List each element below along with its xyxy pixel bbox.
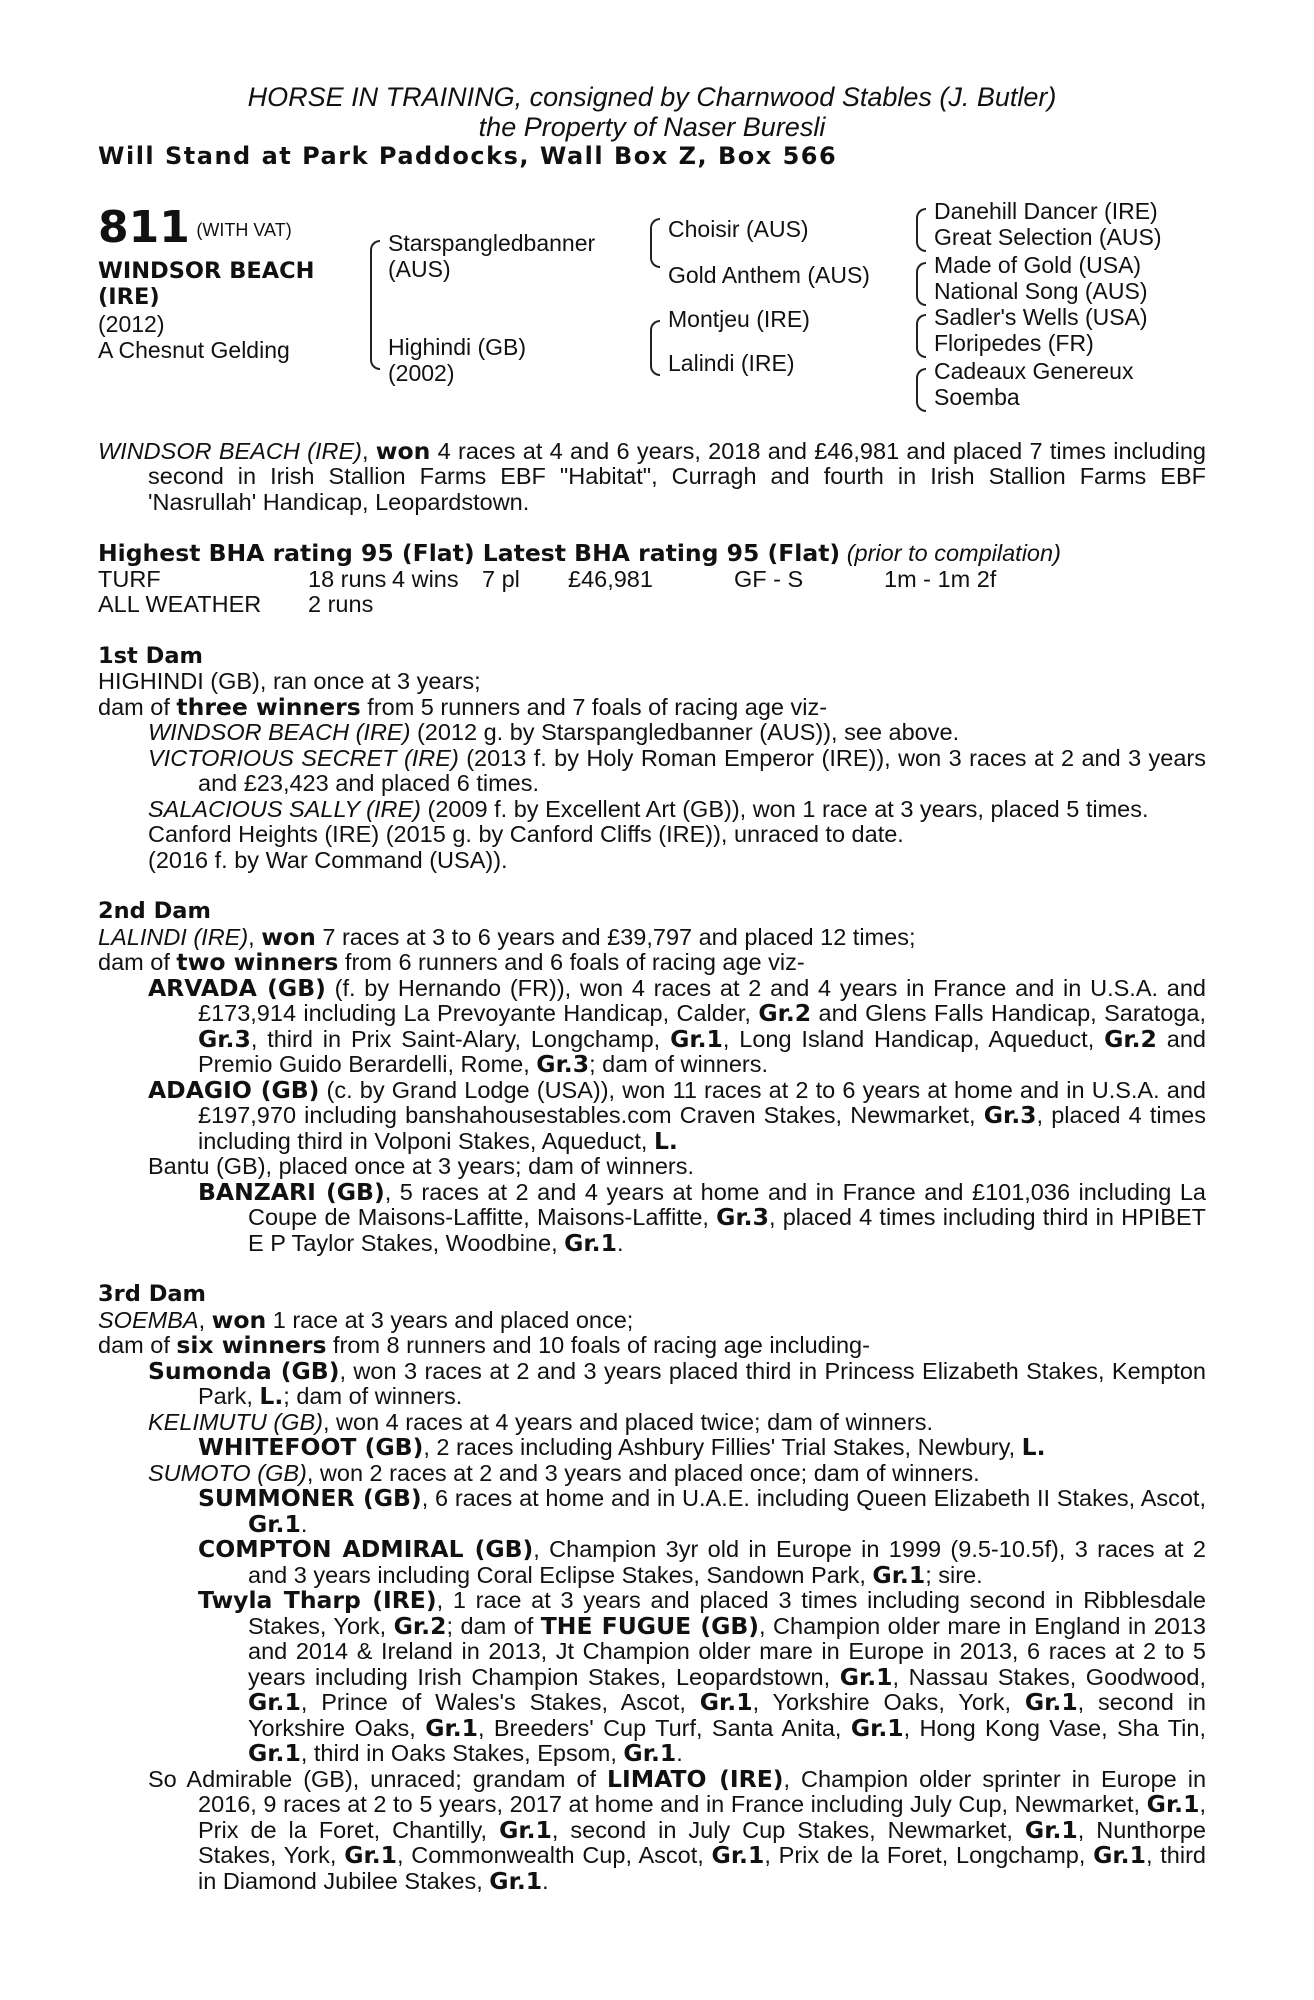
second-dam-line2: dam of two winners from 6 runners and 6 foals of racing age viz- [98,948,805,976]
produce-kelimutu: KELIMUTU (GB), won 4 races at 4 years and placed twice; dam of winners. [148,1408,933,1435]
sire-line1: Starspangledbanner [388,229,596,256]
gp-brace-1 [916,208,926,252]
first-dam-produce-1: WINDSOR BEACH (IRE) (2012 g. by Starspangledbanner (AUS)), see above. [148,719,960,745]
catalogue-page [98,82,1206,1894]
third-dam-line1: SOEMBA, won 1 race at 3 years and placed once; [98,1305,634,1334]
produce-adagio: ADAGIO (GB) (c. by Grand Lodge (USA)), won 11 races at 2 to 6 years at home and in U.S.A. and £197,970 including banshahousestables.com Craven Stakes, Newmarket, Gr.3, placed 4 times including third in Volponi Stakes, Aqueduct, L. [148,1075,1206,1155]
turf-runs: 18 runs [308,565,387,592]
dam-line1: Highindi (GB) [388,333,527,360]
sire-parents-brace [650,218,660,268]
sire-sire-dam: Great Selection (AUS) [934,223,1162,250]
lot-number-block [98,201,292,253]
first-dam-heading: 1st Dam [98,642,203,669]
turf-distance: 1m - 1m 2f [884,565,997,592]
pedigree-table [98,197,1206,439]
produce-sumoto: SUMOTO (GB), won 2 races at 2 and 3 years and placed once; dam of winners. [148,1459,980,1486]
sire-brace [370,240,380,370]
turf-going: GF - S [734,565,804,592]
produce-summoner: SUMMONER (GB), 6 races at home and in U.A.E. including Queen Elizabeth II Stakes, Ascot, Gr.1. [198,1484,1206,1538]
sire-sire: Choisir (AUS) [668,215,809,242]
turf-label: TURF [98,565,161,592]
sire-dam-sire: Made of Gold (USA) [934,251,1142,278]
first-dam-line1: HIGHINDI (GB), ran once at 3 years; [98,668,481,694]
dam-sire: Montjeu (IRE) [668,305,810,332]
gp-brace-2 [916,262,926,306]
produce-whitefoot: WHITEFOOT (GB), 2 races including Ashbury Fillies' Trial Stakes, Newbury, L. [198,1433,1046,1461]
all-weather-row [98,592,1206,618]
first-dam-produce-3: SALACIOUS SALLY (IRE) (2009 f. by Excellent Art (GB)), won 1 race at 3 years, placed 5 times. [148,795,1149,822]
gp-brace-4 [916,368,926,412]
second-dam-line1: LALINDI (IRE), won 7 races at 3 to 6 years and £39,797 and placed 12 times; [98,922,916,951]
second-dam-heading: 2nd Dam [98,898,211,924]
dam-parents-brace [650,320,660,376]
turf-placed: 7 pl [482,565,520,592]
summary-name: WINDSOR BEACH (IRE) [98,437,362,464]
dam-dam: Lalindi (IRE) [668,349,795,376]
first-dam-produce-4: Canford Heights (IRE) (2015 g. by Canford Cliffs (IRE)), unraced to date. [148,821,904,847]
aw-label: ALL WEATHER [98,591,262,617]
horse-name-line2: (IRE) [98,283,160,310]
sire-line2: (AUS) [388,255,451,282]
first-dam-produce-5: (2016 f. by War Command (USA)). [148,846,508,873]
stand-line: Will Stand at Park Paddocks, Wall Box Z, Box 566 [98,142,838,170]
produce-compton-admiral: COMPTON ADMIRAL (GB), Champion 3yr old in Europe in 1999 (9.5-10.5f), 3 races at 2 and 3 years including Coral Eclipse Stakes, Sandown Park, Gr.1; sire. [198,1535,1207,1589]
first-dam-produce-2: VICTORIOUS SECRET (IRE) (2013 f. by Holy Roman Emperor (IRE)), won 3 races at 2 and 3 years and £23,423 and placed 6 times. [148,744,1207,796]
produce-sumonda: Sumonda (GB), won 3 races at 2 and 3 years placed third in Princess Elizabeth Stakes, Kempton Park, L.; dam of winners. [148,1356,1206,1410]
lot-number: 811 [98,201,190,253]
horse-year: (2012) [98,310,165,337]
dam-sire-sire: Sadler's Wells (USA) [934,303,1148,330]
gp-brace-3 [916,314,926,358]
horse-description: A Chesnut Gelding [98,336,290,363]
produce-arvada: ARVADA (GB) (f. by Hernando (FR)), won 4 races at 2 and 4 years in France and in U.S.A. and £173,914 including La Prevoyante Handicap, Calder, Gr.2 and Glens Falls Handicap, Saratoga, Gr.3, third in Prix Saint-Alary, Longchamp, Gr.1, Long Island Handicap, Aqueduct, Gr.2 and Premio Guido Berardelli, Rome, Gr.3; dam of winners. [148,973,1206,1078]
third-dam-heading: 3rd Dam [98,1281,206,1307]
property-line: the Property of Naser Buresli [478,112,826,142]
sire-sire-sire: Danehill Dancer (IRE) [934,197,1158,224]
turf-money: £46,981 [568,565,653,592]
sire-dam-dam: National Song (AUS) [934,277,1148,304]
dam-dam-sire: Cadeaux Genereux [934,357,1134,384]
ratings-note: (prior to compilation) [846,540,1061,566]
sire-dam: Gold Anthem (AUS) [668,261,870,288]
third-dam-line2: dam of six winners from 8 runners and 10 foals of racing age including- [98,1331,870,1359]
consignor-line: HORSE IN TRAINING, consigned by Charnwood Stables (J. Butler) [247,82,1057,112]
dam-dam-dam: Soemba [934,383,1020,410]
first-dam-line2: dam of three winners from 5 runners and 7 foals of racing age viz- [98,692,828,721]
ratings-line [98,541,1206,567]
produce-banzari: BANZARI (GB), 5 races at 2 and 4 years at home and in France and £101,036 including La Coupe de Maisons-Laffitte, Maisons-Laffitte, Gr.3, placed 4 times including third in HPIBET E P Taylor Stakes, Woodbine, Gr.1. [198,1177,1207,1257]
vat-label: (WITH VAT) [196,219,292,240]
summary-text: 4 races at 4 and 6 years, 2018 and £46,981 and placed 7 times including second in Irish Stallion Farms EBF "Habitat", Curragh and fourth in Irish Stallion Farms EBF 'Nasrullah' Handicap, Leopardstown. [148,437,1207,515]
dam-sire-dam: Floripedes (FR) [934,329,1094,356]
dam-line2: (2002) [388,359,455,386]
turf-wins: 4 wins [392,565,459,592]
ratings-bold: Highest BHA rating 95 (Flat) Latest BHA rating 95 (Flat) [98,539,841,567]
produce-so-admirable: So Admirable (GB), unraced; grandam of LIMATO (IRE), Champion older sprinter in Europe in 2016, 9 races at 2 to 5 years, 2017 at home and in France including July Cup, Newmarket, Gr.1, Prix de la Foret, Chantilly, Gr.1, second in July Cup Stakes, Newmarket, Gr.1, Nunthorpe Stakes, York, Gr.1, Commonwealth Cup, Ascot, Gr.1, Prix de la Foret, Longchamp, Gr.1, third in Diamond Jubilee Stakes, Gr.1. [148,1764,1207,1895]
horse-summary: WINDSOR BEACH (IRE), won 4 races at 4 and 6 years, 2018 and £46,981 and placed 7 times including second in Irish Stallion Farms EBF "Habitat", Curragh and fourth in Irish Stallion Farms EBF 'Nasrullah' Handicap, Leopardstown. [98,436,1207,515]
produce-bantu: Bantu (GB), placed once at 3 years; dam of winners. [148,1153,694,1179]
horse-name-line1: WINDSOR BEACH [98,257,315,284]
produce-twyla-tharp: Twyla Tharp (IRE), 1 race at 3 years and placed 3 times including second in Ribblesdale Stakes, York, Gr.2; dam of THE FUGUE (GB), Champion older mare in England in 2013 and 2014 & Ireland in 2013, Jt Champion older mare in Europe in 2013, 6 races at 2 to 5 years including Irish Champion Stakes, Leopardstown, Gr.1, Nassau Stakes, Goodwood, Gr.1, Prince of Wales's Stakes, Ascot, Gr.1, Yorkshire Oaks, York, Gr.1, second in Yorkshire Oaks, Gr.1, Breeders' Cup Turf, Santa Anita, Gr.1, Hong Kong Vase, Sha Tin, Gr.1, third in Oaks Stakes, Epsom, Gr.1. [198,1586,1207,1767]
summary-won: won [375,436,431,465]
aw-runs: 2 runs [308,591,374,617]
turf-row [98,567,1206,593]
